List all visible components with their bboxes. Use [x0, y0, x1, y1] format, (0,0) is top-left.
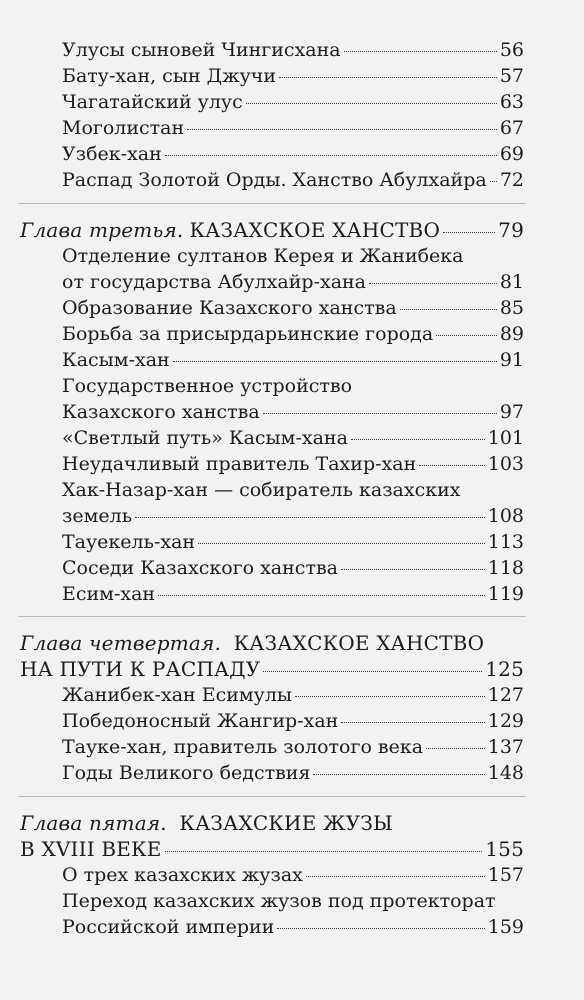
chapter-heading — [20, 217, 524, 243]
toc-entry — [62, 167, 524, 193]
dot-leader — [369, 283, 497, 284]
chapter-page: 79 — [498, 218, 524, 242]
dot-leader — [426, 748, 485, 749]
entry-page: 119 — [487, 583, 524, 605]
entry-page: 69 — [499, 143, 524, 165]
entry-page: 97 — [499, 401, 524, 423]
toc-entry — [62, 682, 524, 708]
chapter-page: 155 — [485, 837, 524, 861]
toc-entry — [62, 529, 524, 555]
entry-title: Узбек-хан — [62, 143, 162, 165]
entry-page: 85 — [499, 297, 524, 319]
entry-page: 91 — [499, 349, 524, 371]
dot-leader — [306, 876, 485, 877]
entry-page: 129 — [487, 710, 524, 732]
entry-title: Годы Великого бедствия — [62, 762, 311, 784]
toc-entry — [62, 269, 524, 295]
toc-entry — [62, 862, 524, 888]
dot-leader — [295, 696, 485, 697]
toc-entry — [62, 708, 524, 734]
toc-entry — [62, 89, 524, 115]
entry-title: Бату-хан, сын Джучи — [62, 65, 276, 87]
dot-leader — [436, 335, 497, 336]
dot-leader — [246, 103, 497, 104]
entry-title-line: Государственное устройство — [62, 375, 353, 397]
dot-leader — [341, 569, 485, 570]
toc-entry — [62, 581, 524, 607]
entry-title: Борьба за присырдарьинские города — [62, 323, 434, 345]
entry-page: 56 — [499, 39, 524, 61]
entry-title: Соседи Казахского ханства — [62, 557, 338, 579]
toc-entry — [62, 63, 524, 89]
entry-title: Образование Казахского ханства — [62, 297, 397, 319]
entry-title: Российской империи — [62, 916, 275, 938]
entry-title: Есим-хан — [62, 583, 156, 605]
entry-title: Чагатайский улус — [62, 91, 243, 113]
dot-leader — [277, 928, 484, 929]
chapter-title: В XVIII ВЕКЕ — [20, 837, 162, 861]
chapter-title: КАЗАХСКОЕ ХАНСТВО — [189, 218, 441, 242]
dot-leader — [135, 517, 485, 518]
toc-entry — [62, 115, 524, 141]
toc-entry — [62, 295, 524, 321]
chapter-page: 125 — [485, 657, 524, 681]
entry-page: 101 — [487, 427, 524, 449]
dot-leader — [165, 155, 497, 156]
section-divider — [18, 203, 526, 204]
toc-entry — [62, 503, 524, 529]
chapter-heading — [20, 810, 393, 836]
toc-entry — [62, 37, 524, 63]
entry-page: 127 — [487, 684, 524, 706]
dot-leader — [490, 181, 497, 182]
chapter-heading — [20, 630, 484, 656]
entry-title: Тауекель-хан — [62, 531, 196, 553]
entry-page: 159 — [487, 916, 524, 938]
toc-entry — [62, 321, 524, 347]
entry-title: Тауке-хан, правитель золотого века — [62, 736, 424, 758]
entry-page: 113 — [487, 531, 524, 553]
chapter-heading — [20, 656, 524, 682]
entry-title: Улусы сыновей Чингисхана — [62, 39, 341, 61]
entry-title: от государства Абулхайр-хана — [62, 271, 367, 293]
dot-leader — [400, 309, 497, 310]
entry-page: 57 — [499, 65, 524, 87]
section-divider — [18, 796, 526, 797]
chapter-label: Глава третья. — [20, 218, 184, 242]
dot-leader — [173, 361, 497, 362]
dot-leader — [158, 595, 485, 596]
entry-title: О трех казахских жузах — [62, 864, 303, 886]
chapter-title: НА ПУТИ К РАСПАДУ — [20, 657, 261, 681]
entry-page: 137 — [487, 736, 524, 758]
entry-page: 118 — [487, 557, 524, 579]
entry-page: 67 — [499, 117, 524, 139]
entry-title: Распад Золотой Орды. Ханство Абулхайра — [62, 169, 487, 191]
entry-title: «Светлый путь» Касым-хана — [62, 427, 348, 449]
entry-page: 72 — [499, 169, 524, 191]
entry-title-line: Переход казахских жузов под протекторат — [62, 890, 496, 912]
chapter-heading — [20, 836, 524, 862]
entry-title-line: Хак-Назар-хан — собиратель казахских — [62, 479, 461, 501]
entry-title-line: Отделение султанов Керея и Жанибека — [62, 245, 464, 267]
entry-page: 103 — [487, 453, 524, 475]
entry-page: 148 — [487, 762, 524, 784]
dot-leader — [443, 232, 495, 233]
entry-page: 157 — [487, 864, 524, 886]
toc-entry — [62, 555, 524, 581]
toc-entry — [62, 914, 524, 940]
dot-leader — [344, 51, 497, 52]
entry-title: Касым-хан — [62, 349, 170, 371]
section-divider — [18, 616, 526, 617]
dot-leader — [263, 413, 497, 414]
entry-title: земель — [62, 505, 133, 527]
dot-leader — [187, 129, 497, 130]
dot-leader — [341, 722, 484, 723]
dot-leader — [279, 77, 497, 78]
chapter-title: КАЗАХСКИЕ ЖУЗЫ — [179, 811, 393, 835]
toc-entry — [62, 760, 524, 786]
entry-title: Неудачливый правитель Тахир-хан — [62, 453, 417, 475]
entry-title: Казахского ханства — [62, 401, 260, 423]
entry-title: Моголистан — [62, 117, 185, 139]
chapter-label: Глава пятая. — [20, 811, 167, 835]
toc-entry — [62, 451, 524, 477]
toc-entry — [62, 425, 524, 451]
chapter-label: Глава четвертая. — [20, 631, 222, 655]
dot-leader — [313, 774, 484, 775]
entry-page: 81 — [499, 271, 524, 293]
dot-leader — [263, 671, 482, 672]
dot-leader — [165, 851, 483, 852]
dot-leader — [198, 543, 485, 544]
toc-entry — [62, 734, 524, 760]
entry-page: 108 — [487, 505, 524, 527]
toc-entry — [62, 399, 524, 425]
chapter-title: КАЗАХСКОЕ ХАНСТВО — [233, 631, 485, 655]
entry-page: 63 — [499, 91, 524, 113]
dot-leader — [351, 439, 485, 440]
entry-page: 89 — [499, 323, 524, 345]
dot-leader — [419, 465, 485, 466]
entry-title: Победоносный Жангир-хан — [62, 710, 339, 732]
toc-entry — [62, 141, 524, 167]
entry-title: Жанибек-хан Есимулы — [62, 684, 293, 706]
toc-entry — [62, 347, 524, 373]
